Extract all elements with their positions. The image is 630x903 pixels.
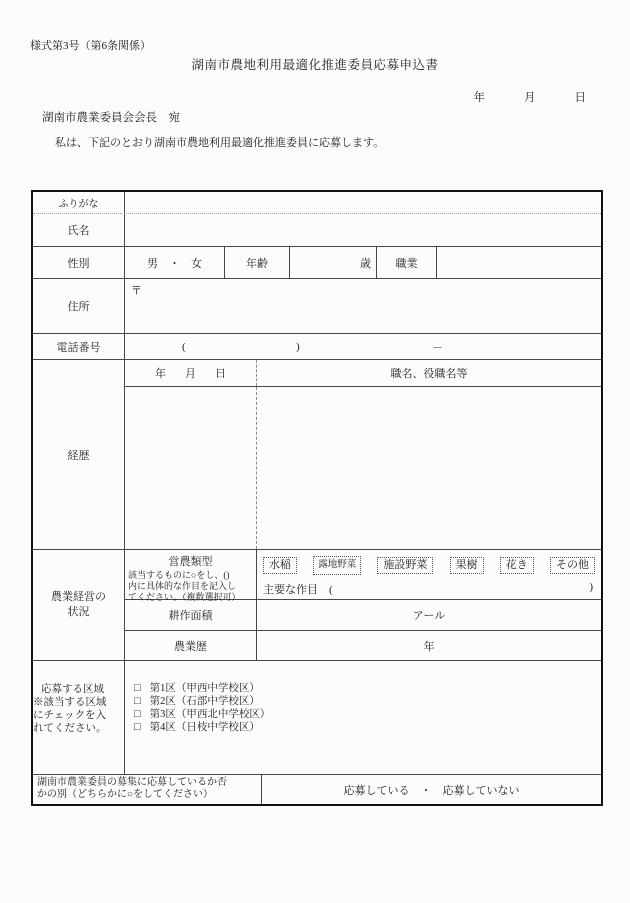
date-year-label: 年 (473, 92, 485, 104)
career-day-label: 日 (215, 368, 226, 380)
age-label: 年齢 (225, 247, 290, 278)
checkbox-icon: □ (134, 721, 141, 733)
row-district (33, 661, 601, 775)
district-option-2 (134, 695, 601, 708)
application-table (31, 190, 603, 806)
row-farming-status (33, 550, 601, 661)
furigana-label: ふりがな (33, 192, 125, 213)
address-field (125, 279, 601, 333)
row-gender-age-occupation (33, 247, 601, 279)
row-phone (33, 334, 601, 360)
farming-history-row (125, 631, 601, 660)
row-address (33, 279, 601, 334)
career-area (125, 360, 601, 549)
career-position-column (257, 387, 601, 549)
farming-type-label: 営農類型 該当するものに○をし、() 内に具体的な作目を記入し てください。（複数選択可） (125, 550, 257, 599)
date-day-label: 日 (574, 92, 586, 104)
crop-option-row (263, 556, 595, 575)
career-year-label: 年 (155, 368, 166, 380)
page-title: 湖南市農地利用最適化推進委員応募申込書 (191, 58, 439, 72)
occupation-field (437, 247, 601, 278)
career-date-column (125, 387, 257, 549)
district-option-2-label: 第2区（石部中学校区） (149, 696, 260, 707)
name-label: 氏名 (33, 214, 125, 246)
district-options (125, 661, 601, 774)
district-label: 応募する区域 ※該当する区域 にチェックを入 れてください。 (33, 661, 125, 774)
career-date-header (125, 360, 257, 386)
phone-paren-close: ) (296, 340, 300, 353)
committee-question: 湖南市農業委員の募集に応募しているか否 かの別（どちらかに○をしてください） (33, 775, 262, 804)
furigana-field (125, 192, 601, 213)
occupation-label: 職業 (377, 247, 437, 278)
crop-option-greenhouse-vegetables: 施設野菜 (377, 557, 433, 574)
checkbox-icon: □ (134, 695, 141, 707)
farming-status-label: 農業経営の 状況 (33, 550, 125, 660)
district-option-3-label: 第3区（甲西北中学校区） (149, 709, 271, 720)
district-option-3 (134, 708, 601, 721)
cultivated-area-row (125, 600, 601, 631)
farming-type-title: 営農類型 (168, 556, 213, 568)
cultivated-area-unit: アール (412, 610, 446, 622)
committee-answer-options: 応募している ・ 応募していない (343, 784, 520, 797)
form-number: 様式第3号（第6条関係） (30, 40, 151, 52)
crop-option-rice: 水稲 (263, 557, 297, 574)
phone-label: 電話番号 (33, 334, 125, 359)
crop-option-flowers: 花き (500, 557, 534, 574)
date-line (474, 89, 587, 105)
postal-mark: 〒 (131, 285, 142, 297)
phone-dash: － (432, 341, 443, 354)
district-option-4-label: 第4区（日枝中学校区） (149, 722, 260, 733)
row-name (33, 214, 601, 247)
farming-type-row (125, 550, 601, 600)
career-label: 経歴 (33, 360, 125, 549)
row-career (33, 360, 601, 550)
row-furigana (33, 192, 601, 214)
name-field (125, 214, 601, 246)
farming-history-unit: 年 (423, 640, 435, 653)
age-unit: 歳 (290, 247, 377, 278)
farming-area (125, 550, 601, 660)
farming-history-label: 農業歴 (125, 631, 257, 660)
crop-option-fruit-trees: 果樹 (450, 557, 484, 574)
checkbox-icon: □ (134, 682, 141, 694)
main-crop-line (263, 581, 595, 597)
district-option-4 (134, 721, 601, 734)
addressee: 湖南市農業委員会会長 宛 (42, 112, 180, 124)
phone-field (125, 334, 601, 359)
district-option-1 (134, 682, 601, 695)
career-body (125, 387, 601, 549)
main-crop-field (333, 581, 590, 597)
main-crop-label: 主要な作目 ( (263, 584, 333, 596)
address-label: 住所 (33, 279, 125, 333)
gender-label: 性別 (33, 247, 125, 278)
district-option-1-label: 第1区（甲西中学校区） (149, 683, 260, 694)
career-header (125, 360, 601, 387)
phone-paren-open: ( (182, 340, 186, 353)
date-month-label: 月 (524, 92, 536, 104)
cultivated-area-label: 耕作面積 (125, 600, 257, 630)
crop-option-open-field-vegetables: 露地野菜 (313, 556, 361, 575)
crop-type-options (257, 550, 601, 599)
intro-sentence: 私は、下記のとおり湖南市農地利用最適化推進委員に応募します。 (55, 137, 385, 149)
gender-options: 男 ・ 女 (125, 247, 225, 278)
crop-option-other: その他 (550, 557, 595, 574)
career-month-label: 月 (185, 368, 196, 380)
main-crop-paren-close: ) (589, 581, 593, 593)
career-position-header: 職名、役職名等 (390, 368, 468, 380)
row-committee-question (33, 775, 601, 804)
checkbox-icon: □ (134, 708, 141, 720)
